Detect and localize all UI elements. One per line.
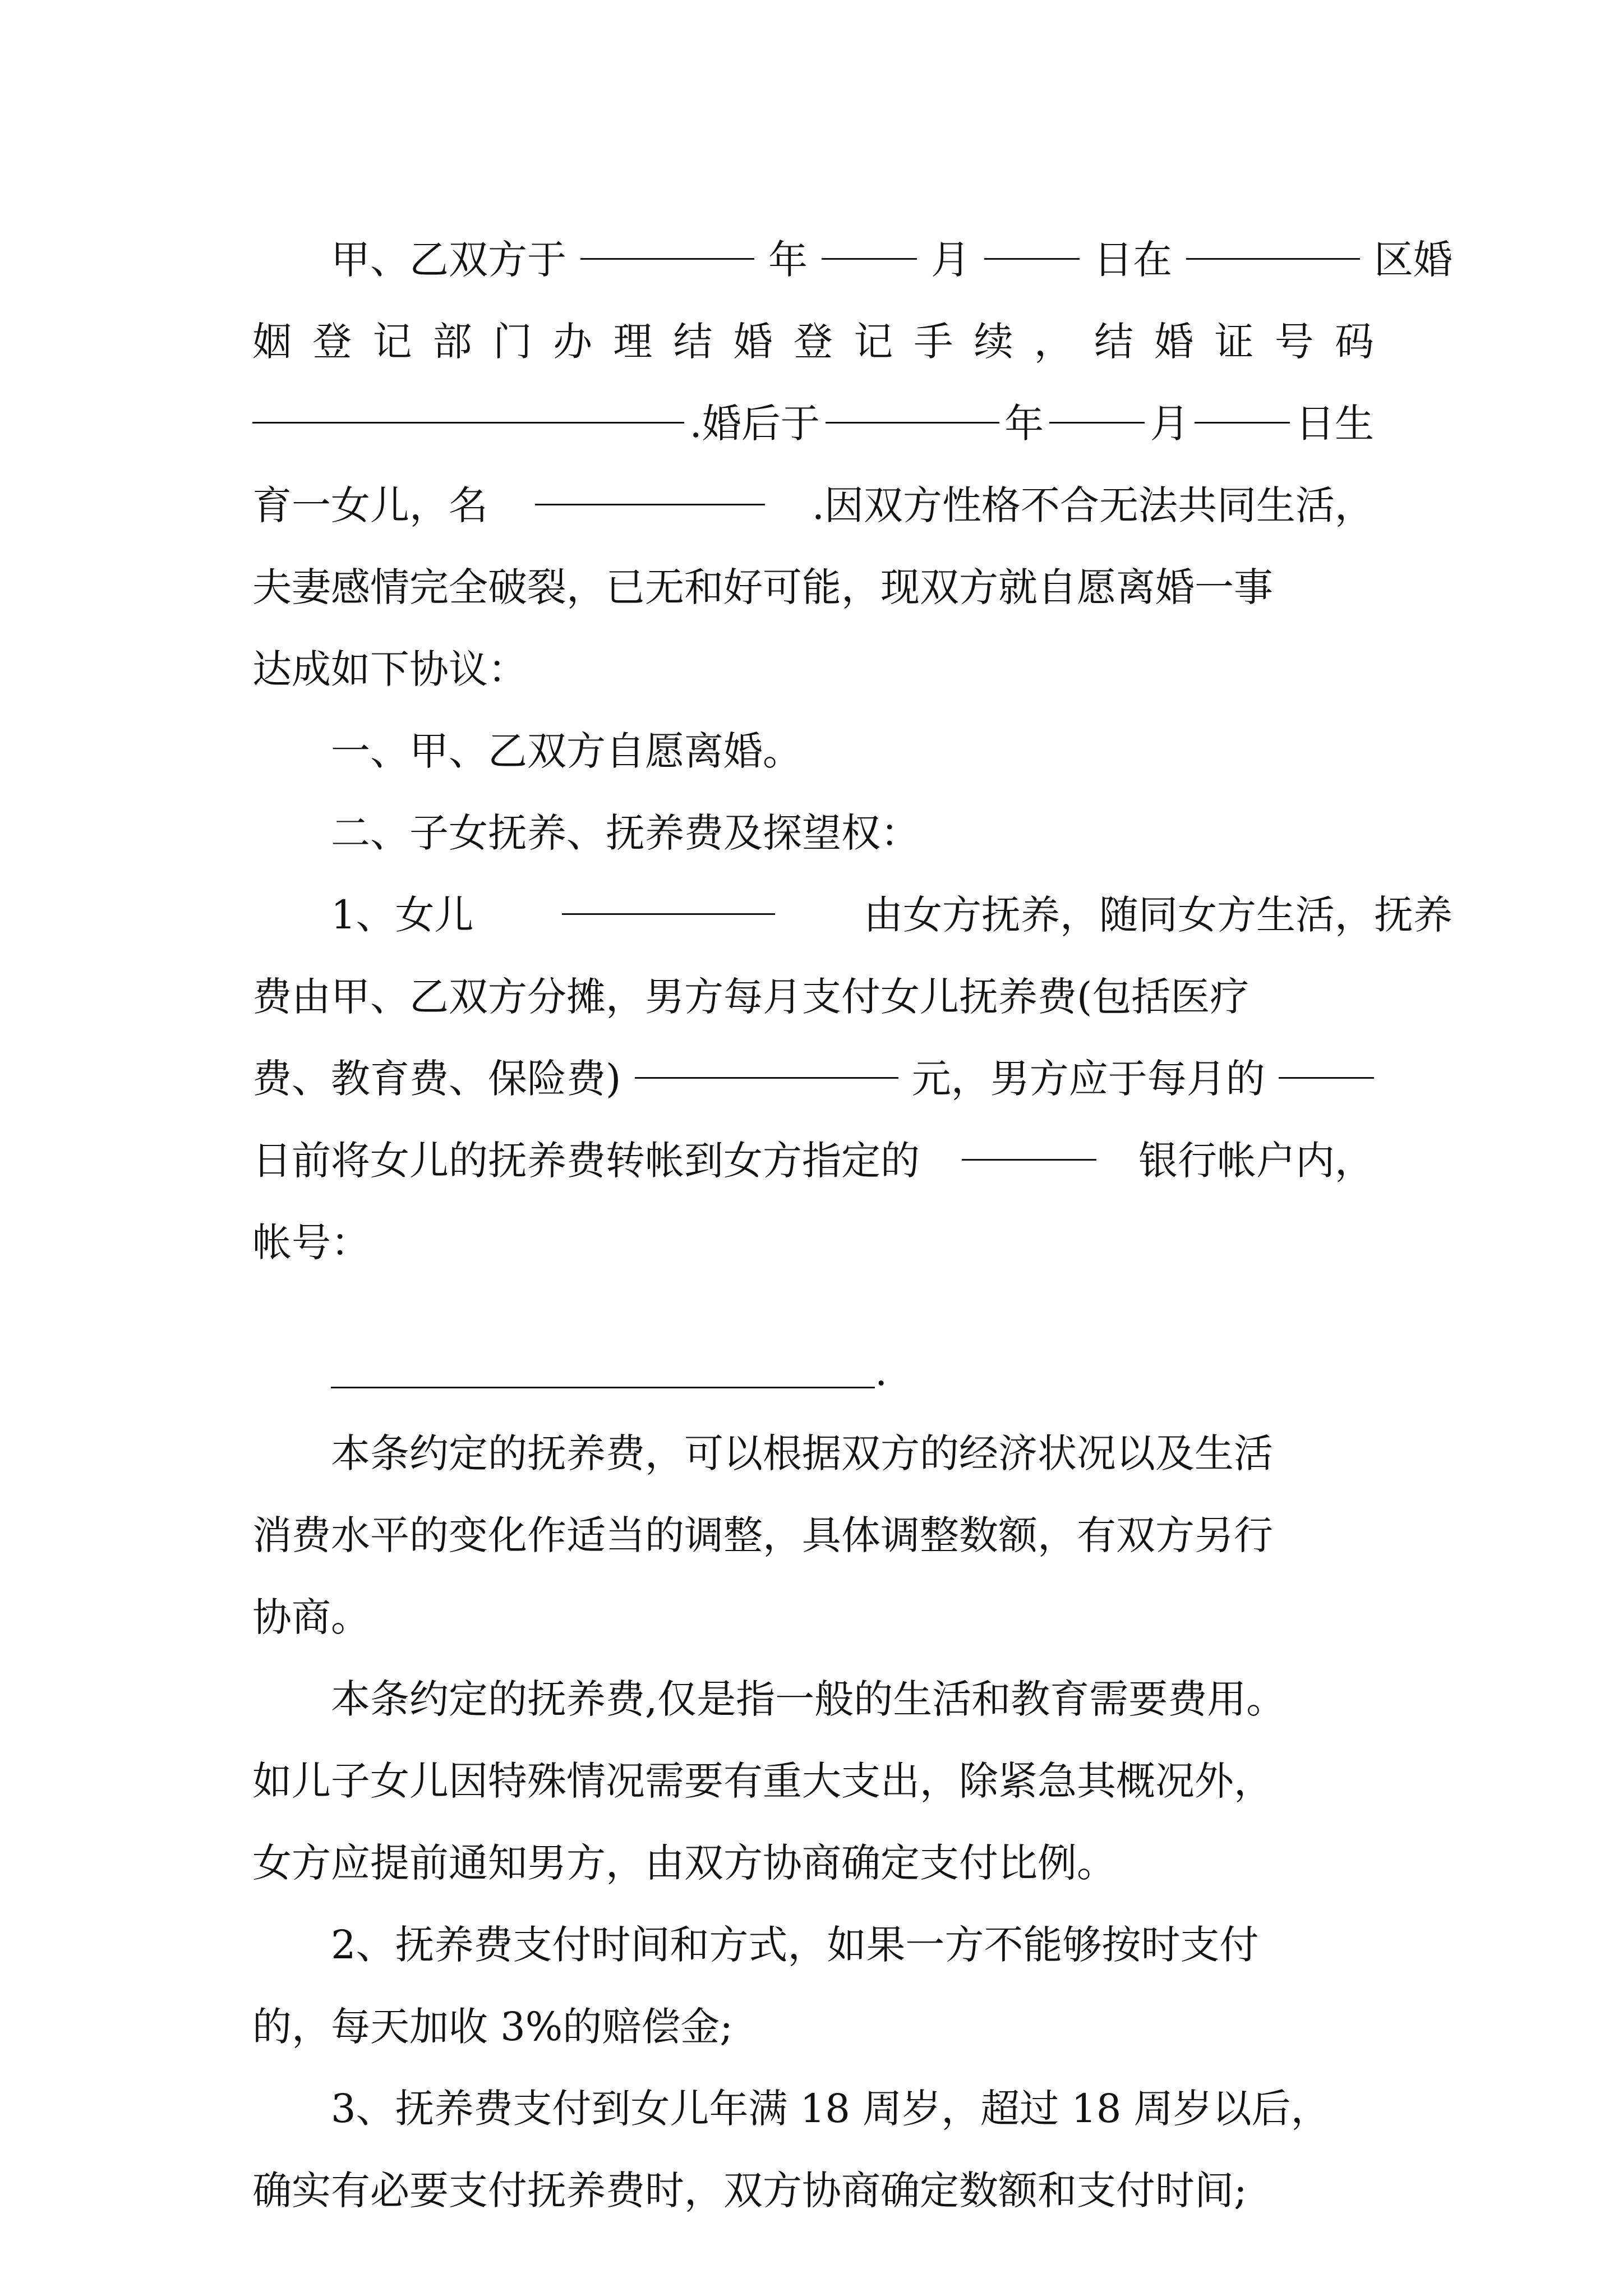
clause-one: 一、甲、乙双方自愿离婚。	[331, 728, 802, 774]
char: 婚	[1154, 319, 1194, 365]
char: 部	[432, 319, 472, 365]
agreement-body	[252, 219, 1453, 2231]
text-segment: 区婚	[1374, 237, 1453, 283]
daughter-name-blank[interactable]	[535, 464, 765, 505]
clause-two-3-line-1: 3、抚养费支付到女儿年满 18 周岁，超过 18 周岁以后，	[331, 2086, 1330, 2132]
account-label: 帐号：	[252, 1220, 370, 1266]
text-segment: 银行帐户内，	[1138, 1138, 1374, 1184]
char: ，	[1034, 319, 1073, 365]
scope-paragraph-line-3: 女方应提前通知男方，由双方协商确定支付比例。	[252, 1840, 1116, 1886]
daughter-blank[interactable]	[562, 874, 775, 915]
char: 婚	[733, 319, 773, 365]
text-segment: .	[875, 1349, 888, 1395]
char: 证	[1214, 319, 1254, 365]
clause-two-3-line-2: 确实有必要支付抚养费时，双方协商确定数额和支付时间;	[252, 2168, 1247, 2214]
adjustment-paragraph-line-2: 消费水平的变化作适当的调整，具体调整数额，有双方另行	[252, 1512, 1273, 1558]
char: 登	[793, 319, 833, 365]
text-segment: .婚后于	[689, 401, 820, 447]
clause-two-1-line-1	[252, 874, 1453, 956]
clause-two-2-line-1: 2、抚养费支付时间和方式，如果一方不能够按时支付	[331, 1922, 1259, 1968]
char: 续	[974, 319, 1013, 365]
clause-two-1-line-4	[252, 1120, 1374, 1202]
char: 手	[914, 319, 953, 365]
text-segment: 日前将女儿的抚养费转帐到女方指定的	[252, 1138, 920, 1184]
text-segment: 年	[1004, 401, 1044, 447]
paragraph-marriage-line-2	[252, 301, 1374, 383]
char: 结	[673, 319, 713, 365]
text-segment: 月	[1150, 401, 1189, 447]
char: 结	[1094, 319, 1134, 365]
birth-day-blank[interactable]	[1195, 383, 1290, 424]
certificate-number-blank[interactable]	[252, 383, 684, 424]
adjustment-paragraph-line-3: 协商。	[252, 1594, 370, 1640]
char: 姻	[252, 319, 292, 365]
char: 登	[312, 319, 352, 365]
scope-paragraph-line-2: 如儿子女儿因特殊情况需要有重大支出，除紧急其概况外，	[252, 1758, 1273, 1804]
text-segment: 1、女儿	[331, 892, 474, 938]
marriage-month-blank[interactable]	[822, 219, 917, 260]
clause-two-2-line-2: 的，每天加收 3%的赔偿金;	[252, 2004, 733, 2050]
text-segment: 日在	[1094, 237, 1172, 283]
char: 记	[854, 319, 893, 365]
marriage-day-blank[interactable]	[984, 219, 1080, 260]
text-segment: 由女方抚养，随同女方生活，抚养	[863, 892, 1453, 938]
account-number-line	[252, 1283, 1374, 1412]
char: 号	[1274, 319, 1314, 365]
adjustment-paragraph-line-1: 本条约定的抚养费，可以根据双方的经济状况以及生活	[331, 1430, 1273, 1476]
char: 办	[553, 319, 593, 365]
bank-name-blank[interactable]	[962, 1120, 1096, 1161]
char: 码	[1334, 319, 1374, 365]
text-segment: 元，男方应于每月的	[911, 1056, 1265, 1102]
clause-two-1-line-2: 费由甲、乙双方分摊，男方每月支付女儿抚养费(包括医疗	[252, 974, 1249, 1020]
paragraph-marriage-line-3	[252, 383, 1374, 464]
paragraph-marriage-line-4	[252, 464, 1374, 546]
paragraph-marriage-line-6: 达成如下协议：	[252, 646, 527, 692]
char: 门	[492, 319, 532, 365]
text-segment: 日生	[1295, 401, 1374, 447]
char: 记	[372, 319, 412, 365]
birth-month-blank[interactable]	[1049, 383, 1145, 424]
birth-year-blank[interactable]	[826, 383, 999, 424]
char: 理	[613, 319, 653, 365]
text-segment: 费、教育费、保险费)	[252, 1056, 621, 1102]
text-segment: 月	[931, 237, 970, 283]
text-segment: .因双方性格不合无法共同生活，	[811, 482, 1374, 528]
text-segment: 年	[768, 237, 808, 283]
paragraph-marriage-line-5: 夫妻感情完全破裂，已无和好可能，现双方就自愿离婚一事	[252, 564, 1273, 610]
marriage-year-blank[interactable]	[580, 219, 754, 260]
clause-two-1-line-3	[252, 1038, 1374, 1120]
clause-two-heading: 二、子女抚养、抚养费及探望权：	[331, 810, 920, 856]
payment-day-blank[interactable]	[1279, 1038, 1374, 1079]
text-segment: 育一女儿，名	[252, 482, 488, 528]
account-number-blank[interactable]	[331, 1347, 875, 1388]
district-blank[interactable]	[1186, 219, 1360, 260]
support-amount-blank[interactable]	[635, 1038, 898, 1079]
text-segment: 甲、乙双方于	[331, 237, 566, 283]
paragraph-marriage-line-1	[252, 219, 1453, 301]
scope-paragraph-line-1: 本条约定的抚养费,仅是指一般的生活和教育需要费用。	[331, 1676, 1286, 1722]
